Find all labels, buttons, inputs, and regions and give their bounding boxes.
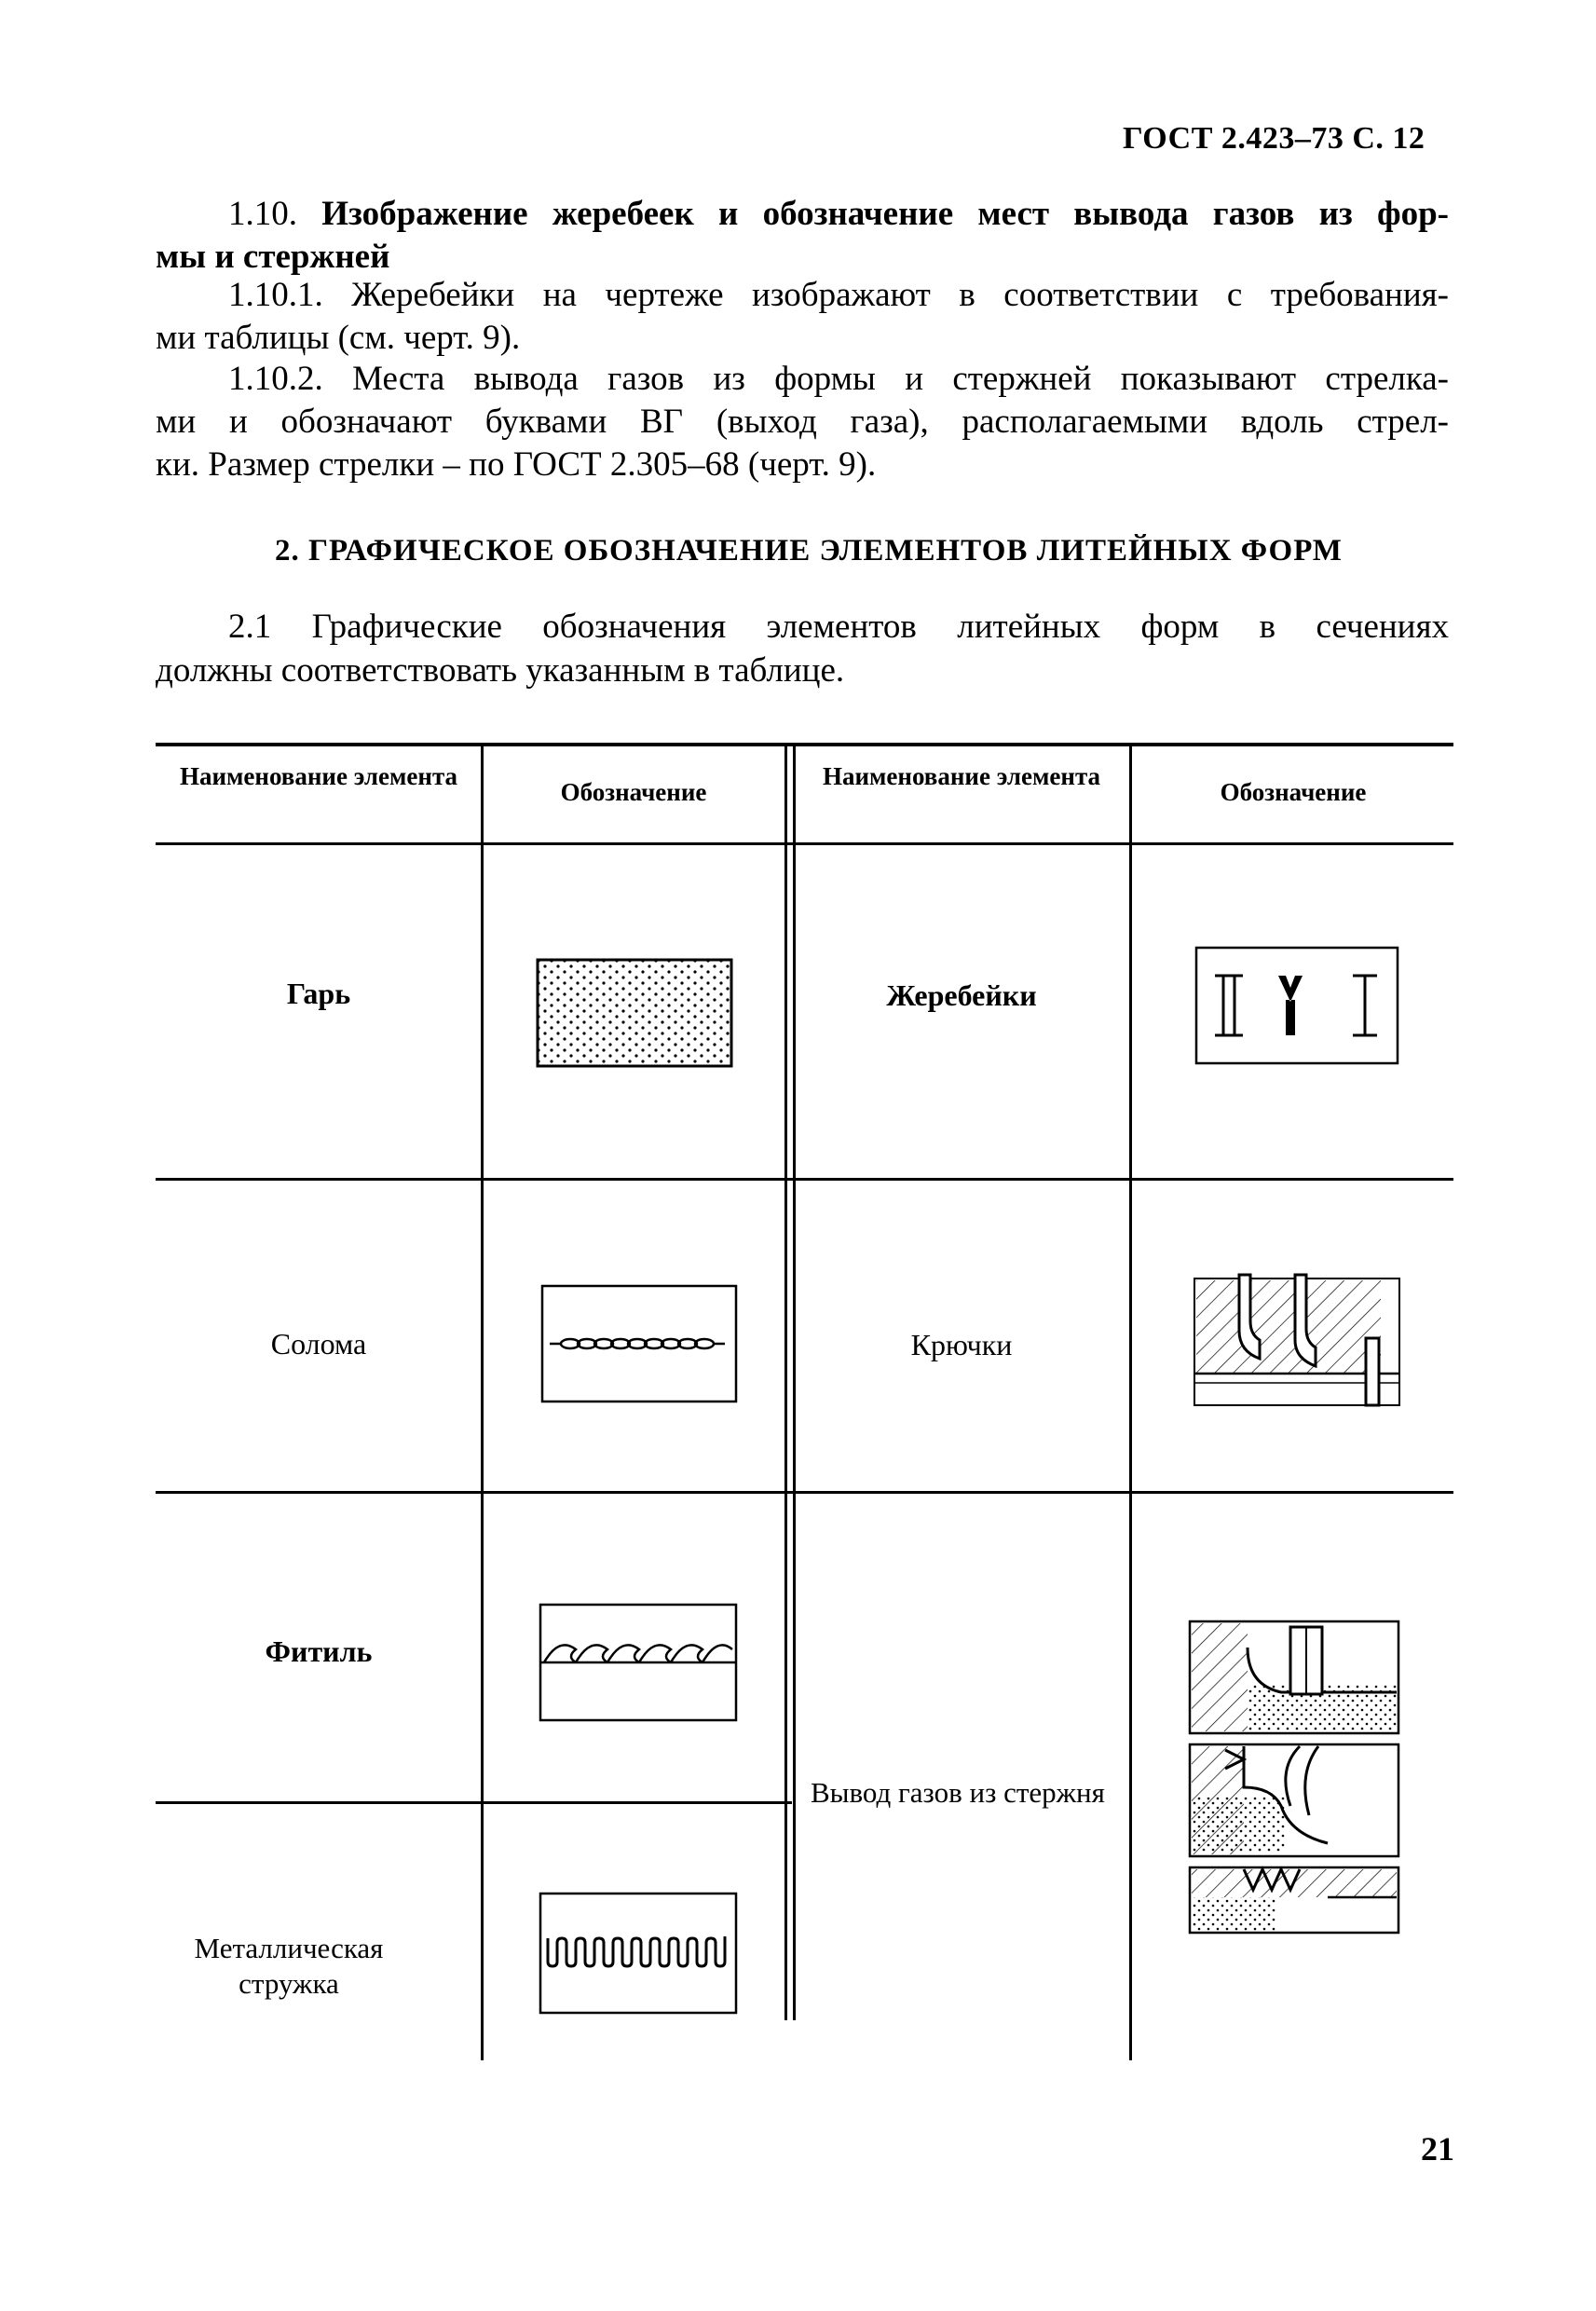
chaplet-symbol — [1194, 946, 1399, 1067]
row-name-garh: Гарь — [286, 977, 351, 1010]
chain-symbol — [540, 1284, 738, 1403]
paragraph-1-10-2-line3: ки. Размер стрелки – по ГОСТ 2.305–68 (черт. 9). — [156, 445, 877, 484]
row-name-soloma: Солома — [270, 1327, 367, 1361]
gas-vent-symbol — [1188, 1620, 1402, 1936]
paragraph-2-1-line2: должны соответствовать указанным в таблице. — [156, 651, 845, 690]
table-row-rule-2 — [156, 1491, 1453, 1494]
paragraph-1-10-1-line2: ми таблицы (см. черт. 9). — [156, 319, 521, 357]
table-header-rule — [156, 842, 1453, 845]
section-title: Изображение жеребеек и обозначение мест вывода газов из фор- — [321, 195, 1449, 233]
header-symbol-left: Обозначение — [560, 778, 707, 806]
paragraph-1-10-1-line1: 1.10.1. Жеребейки на чертеже изображают в соответствии с требования- — [228, 276, 1449, 314]
wick-symbol — [539, 1603, 738, 1722]
table-col-rule-2a — [784, 743, 787, 2020]
section-2-title: 2. ГРАФИЧЕСКОЕ ОБОЗНАЧЕНИЕ ЭЛЕМЕНТОВ ЛИТЕЙНЫХ ФОРМ — [275, 534, 1343, 567]
dotted-fill-symbol — [536, 958, 733, 1068]
document-reference: ГОСТ 2.423–73 С. 12 — [1123, 121, 1425, 156]
table-row-rule-1 — [156, 1178, 1453, 1181]
header-name-left: Наименование элемента — [179, 762, 458, 790]
row-name-struzhka: Металлическая стружка — [194, 1932, 384, 2000]
table-top-rule — [156, 743, 1453, 746]
shavings-symbol — [539, 1892, 738, 2015]
hooks-symbol — [1193, 1265, 1402, 1407]
header-name-right: Наименование элемента — [822, 762, 1101, 790]
row-name-fitil: Фитиль — [265, 1634, 373, 1668]
paragraph-1-10-2-line2: ми и обозначают буквами ВГ (выход газа), располагаемыми вдоль стрел- — [156, 403, 1449, 441]
row-name-vyvod: Вывод газов из стержня — [811, 1776, 1105, 1809]
paragraph-2-1-line1: 2.1 Графические обозначения элементов литейных форм в сечениях — [228, 608, 1449, 646]
table-col-rule-1 — [481, 743, 484, 2060]
section-1-10-title-line2: мы и стержней — [156, 238, 390, 276]
table-col-rule-3 — [1129, 743, 1132, 2060]
section-number: 1.10. — [228, 195, 297, 233]
section-1-10-title-line1 — [228, 191, 1449, 238]
paragraph-1-10-2-line1: 1.10.2. Места вывода газов из формы и стержней показывают стрелка- — [228, 360, 1449, 398]
row-name-zherebeiki: Жеребейки — [886, 978, 1037, 1012]
table-col-rule-2b — [793, 743, 796, 2020]
header-symbol-right: Обозначение — [1220, 778, 1367, 806]
page-number: 21 — [1421, 2130, 1454, 2167]
row-name-kryuchki: Крючки — [910, 1328, 1013, 1361]
table-row-rule-3 — [156, 1801, 792, 1804]
